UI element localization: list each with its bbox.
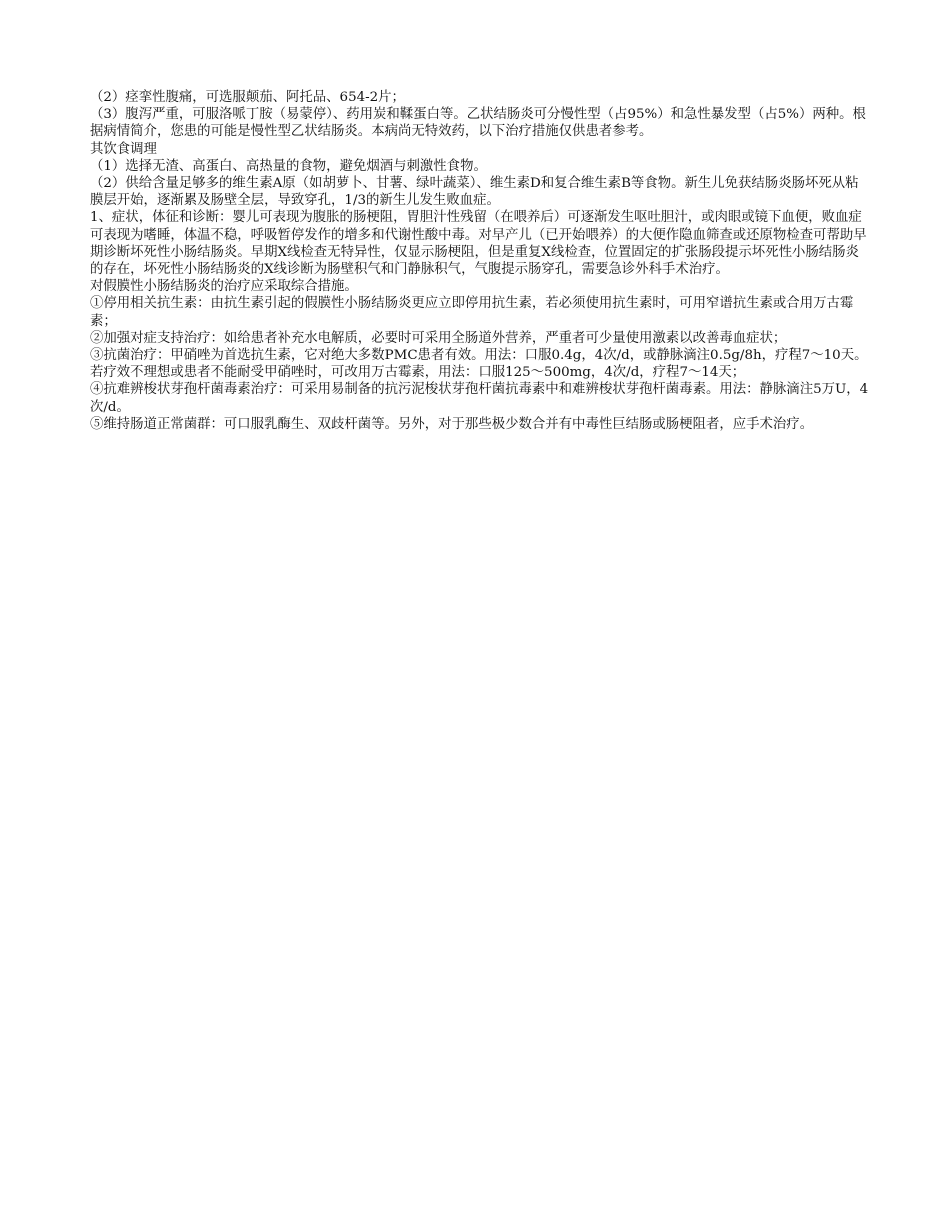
paragraph-diet-heading: 其饮食调理	[90, 141, 157, 157]
paragraph-treatment-5: ⑤维持肠道正常菌群：可口服乳酶生、双歧杆菌等。另外，对于那些极少数合并有中毒性巨结肠或肠梗阻者，应手术治疗。	[90, 416, 814, 432]
paragraph-diet-1: （1）选择无渣、高蛋白、高热量的食物，避免烟酒与刺激性食物。	[90, 158, 487, 174]
paragraph-symptoms-diagnosis: 1、症状，体征和诊断：婴儿可表现为腹胀的肠梗阻，胃胆汁性残留（在喂养后）可逐渐发生呕吐胆汁，或肉眼或镜下血便，败血症可表现为嗜睡，体温不稳，呼吸暂停发作的增多和代谢性酸中毒。对早产儿（已开始喂养）的大便作隐血筛查或还原物检查可帮助早期诊断坏死性小肠结肠炎。早期X线检查无特异性，仅显示肠梗阻，但是重复X线检查，位置固定的扩张肠段提示坏死性小肠结肠炎的存在，坏死性小肠结肠炎的X线诊断为肠壁积气和门静脉积气，气腹提示肠穿孔，需要急诊外科手术治疗。	[90, 210, 867, 278]
paragraph-treatment-2: ②加强对症支持治疗：如给患者补充水电解质，必要时可采用全肠道外营养，严重者可少量使用激素以改善毒血症状；	[90, 330, 787, 346]
paragraph-treatment-4: ④抗难辨梭状芽孢杆菌毒素治疗：可采用易制备的抗污泥梭状芽孢杆菌抗毒素中和难辨梭状芽孢杆菌毒素。用法：静脉滴注5万U，4次/d。	[90, 382, 869, 415]
paragraph-pmc-treatment-intro: 对假膜性小肠结肠炎的治疗应采取综合措施。	[90, 279, 358, 295]
document-body	[90, 89, 870, 433]
paragraph-spasm-pain: （2）痉挛性腹痛，可选服颠茄、阿托品、654-2片；	[90, 90, 405, 105]
paragraph-diet-2: （2）供给含量足够多的维生素A原（如胡萝卜、甘薯、绿叶蔬菜）、维生素D和复合维生素B等食物。新生儿免获结肠炎肠坏死从粘膜层开始，逐渐累及肠壁全层，导致穿孔，1/3的新生儿发生败血症。	[90, 176, 859, 209]
paragraph-treatment-1: ①停用相关抗生素：由抗生素引起的假膜性小肠结肠炎更应立即停用抗生素，若必须使用抗生素时，可用窄谱抗生素或合用万古霉素；	[90, 296, 854, 329]
paragraph-diarrhea: （3）腹泻严重，可服洛哌丁胺（易蒙停）、药用炭和鞣蛋白等。乙状结肠炎可分慢性型（占95%）和急性暴发型（占5%）两种。根据病情简介，您患的可能是慢性型乙状结肠炎。本病尚无特效药，以下治疗措施仅供患者参考。	[90, 107, 866, 140]
paragraph-treatment-3: ③抗菌治疗：甲硝唑为首选抗生素，它对绝大多数PMC患者有效。用法：口服0.4g，4次/d，或静脉滴注0.5g/8h，疗程7～10天。若疗效不理想或患者不能耐受甲硝唑时，可改用万古霉素，用法：口服125～500mg，4次/d，疗程7～14天；	[90, 348, 868, 381]
